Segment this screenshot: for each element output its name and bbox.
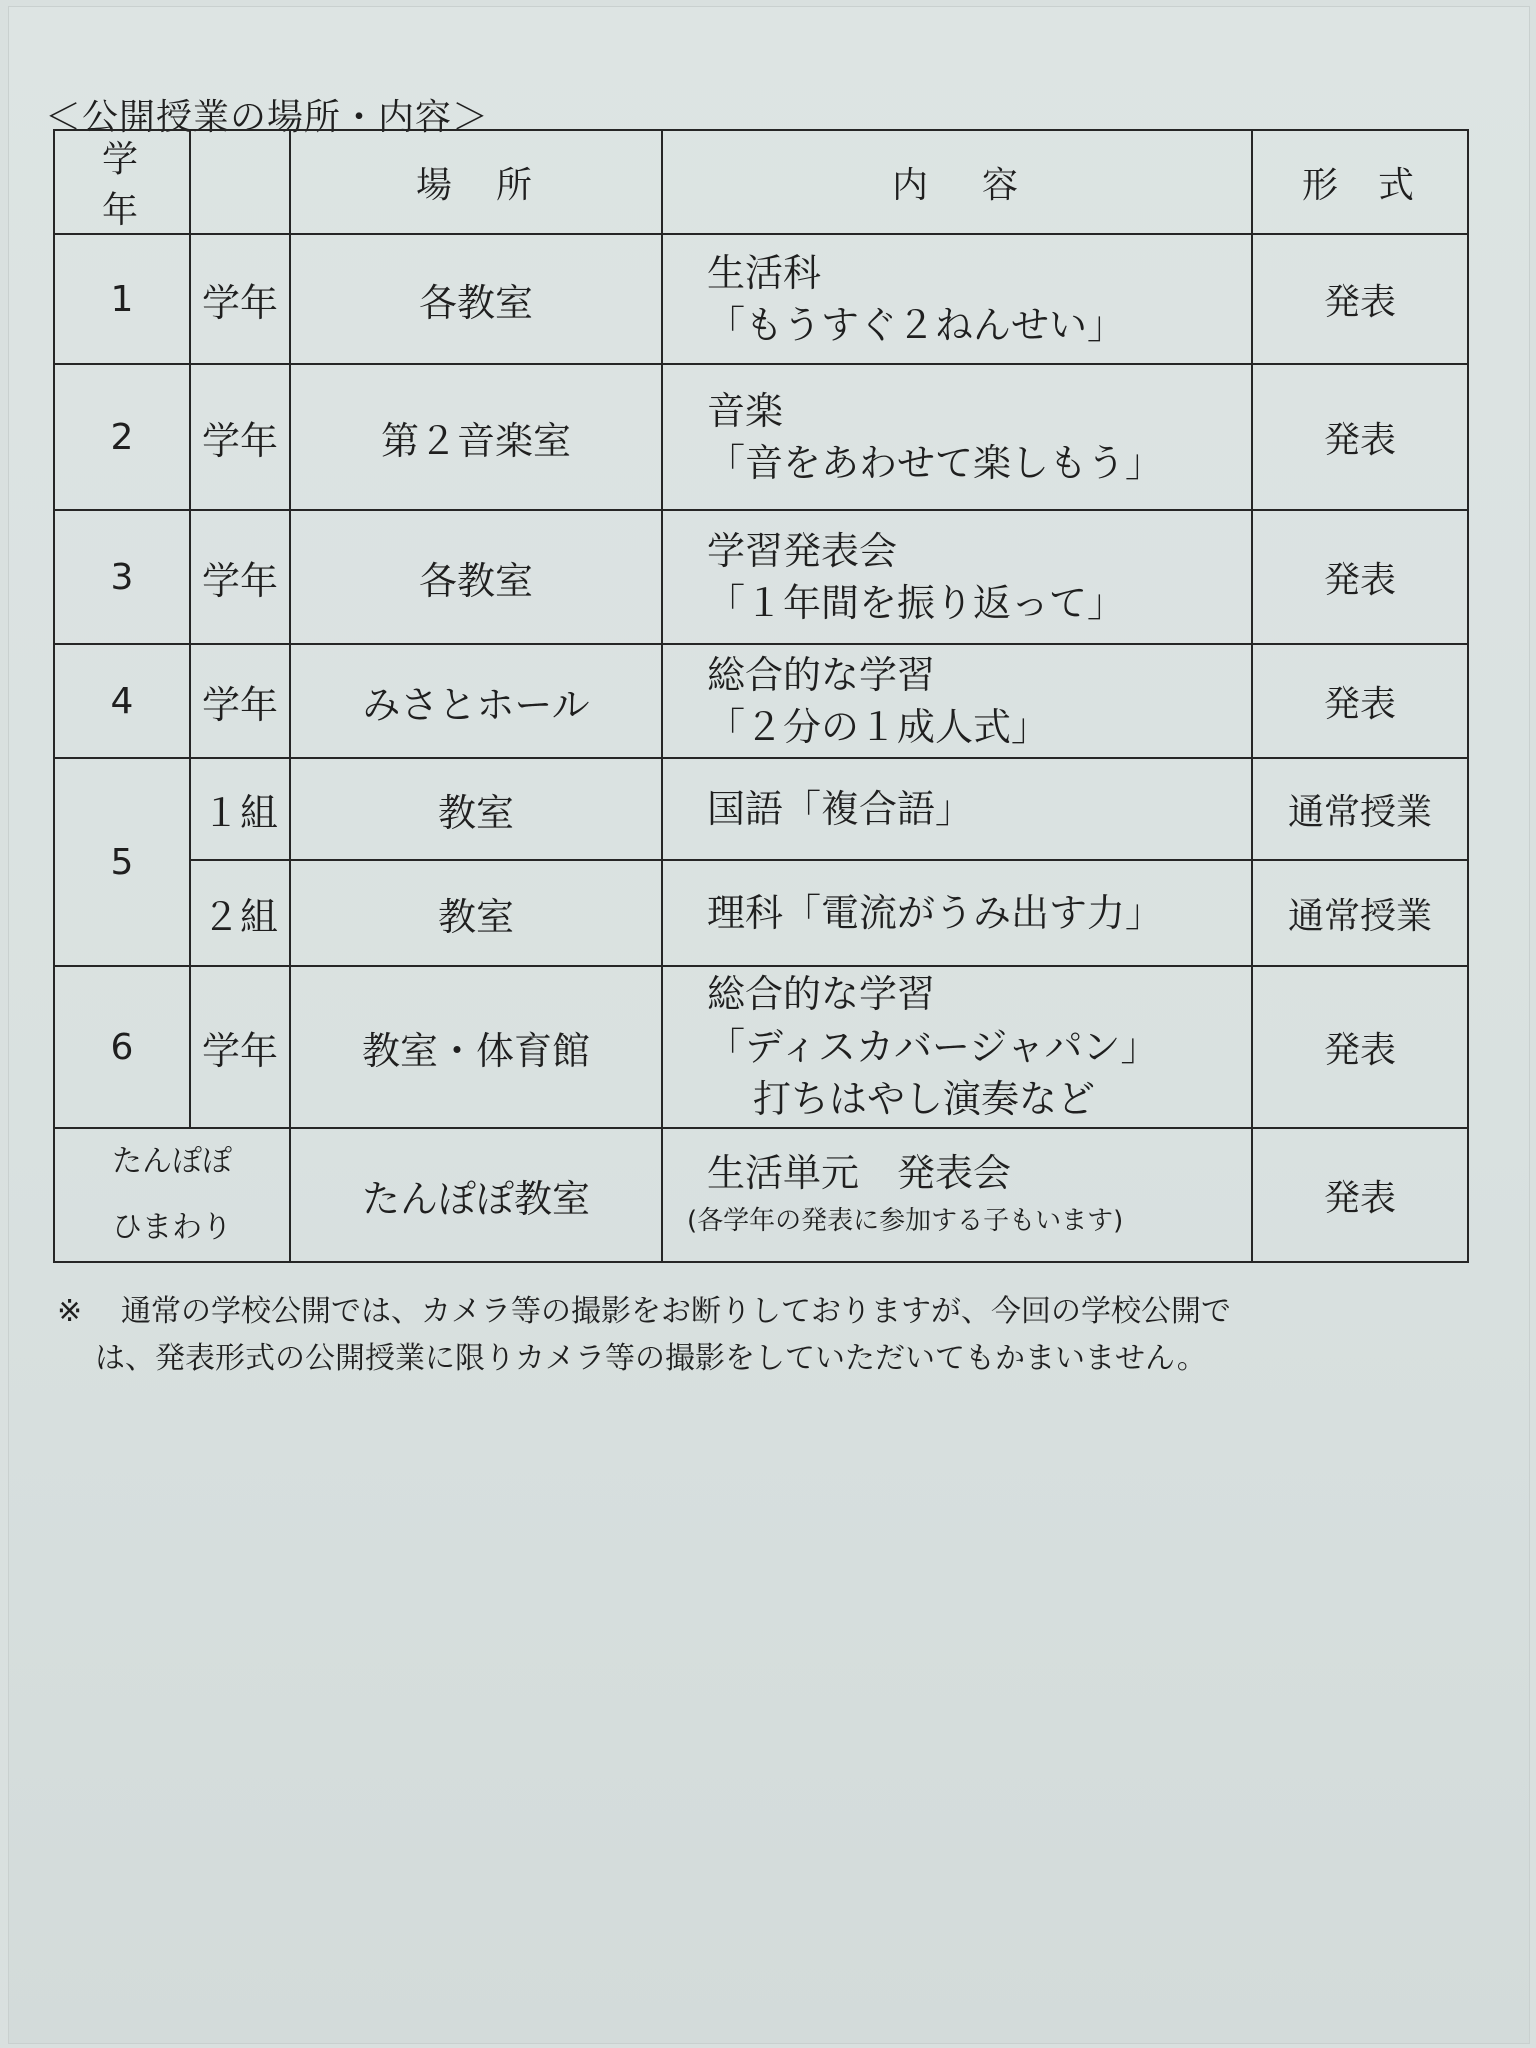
content-line: 「ディスカバージャパン」 [707, 1024, 1159, 1069]
grade-cell: 2 [54, 364, 190, 510]
content-line: 国語「複合語」 [707, 786, 974, 831]
table-row [54, 364, 1468, 510]
content-line: 生活単元 発表会 [707, 1150, 1012, 1195]
table-row [54, 510, 1468, 644]
header-sub-blank [190, 130, 290, 234]
content-cell [662, 364, 1252, 510]
grade-cell: 1 [54, 234, 190, 364]
class-name: ひまわり [112, 1210, 232, 1245]
table-row [54, 860, 1468, 966]
format-cell: 発表 [1252, 644, 1468, 758]
format-cell: 通常授業 [1252, 860, 1468, 966]
place-cell: たんぽぽ教室 [290, 1128, 662, 1262]
content-line: 総合的な学習 [707, 652, 936, 697]
place-cell: 各教室 [290, 510, 662, 644]
content-cell [662, 234, 1252, 364]
content-cell [662, 1128, 1252, 1262]
format-cell: 発表 [1252, 234, 1468, 364]
grade-cell: 3 [54, 510, 190, 644]
grade-sub-cell: １組 [190, 758, 290, 860]
content-line: 生活科 [707, 250, 822, 295]
header-grade: 学年 [54, 130, 190, 234]
grade-sub-cell: 学年 [190, 234, 290, 364]
content-line: 「もうすぐ２ねんせい」 [707, 303, 1126, 347]
place-cell: 各教室 [290, 234, 662, 364]
grade-sub-cell: 学年 [190, 364, 290, 510]
grade-cell: 6 [54, 966, 190, 1128]
table-row [54, 966, 1468, 1128]
content-cell [662, 860, 1252, 966]
grade-cell: 4 [54, 644, 190, 758]
content-line: 「１年間を振り返って」 [707, 581, 1126, 625]
note-mark: ※ [57, 1294, 83, 1329]
table-row [54, 758, 1468, 860]
class-name: たんぽぽ [112, 1144, 232, 1179]
header-format: 形式 [1252, 130, 1468, 234]
place-cell: みさとホール [290, 644, 662, 758]
content-line: 音楽 [707, 388, 784, 433]
section-title: ＜公開授業の場所・内容＞ [45, 97, 490, 138]
table-row [54, 234, 1468, 364]
content-line: 「音をあわせて楽しもう」 [707, 441, 1164, 485]
table-row [54, 644, 1468, 758]
table-header-row [54, 130, 1468, 234]
grade-sub-cell: 学年 [190, 644, 290, 758]
document-page [8, 6, 1530, 2044]
content-cell [662, 644, 1252, 758]
content-line: 理科「電流がうみ出す力」 [707, 890, 1164, 935]
place-cell: 教室 [290, 758, 662, 860]
content-note: (各学年の発表に参加する子もいます) [687, 1206, 1124, 1237]
content-cell [662, 758, 1252, 860]
content-cell [662, 966, 1252, 1128]
note-line: 通常の学校公開では、カメラ等の撮影をお断りしておりますが、今回の学校公開で [121, 1294, 1231, 1329]
table-row [54, 1128, 1468, 1262]
format-cell: 発表 [1252, 510, 1468, 644]
grade-sub-cell: 学年 [190, 966, 290, 1128]
open-class-table [53, 129, 1469, 1263]
header-content: 内容 [662, 130, 1252, 234]
place-cell: 教室 [290, 860, 662, 966]
content-line: 学習発表会 [707, 528, 898, 573]
note-line: は、発表形式の公開授業に限りカメラ等の撮影をしていただいてもかまいません。 [95, 1340, 1207, 1376]
place-cell: 教室・体育館 [290, 966, 662, 1128]
grade-cell [54, 1128, 290, 1262]
content-line: 打ちはやし演奏など [753, 1077, 1096, 1122]
format-cell: 発表 [1252, 364, 1468, 510]
content-cell [662, 510, 1252, 644]
place-cell: 第２音楽室 [290, 364, 662, 510]
content-line: 総合的な学習 [707, 972, 936, 1017]
grade-sub-cell: ２組 [190, 860, 290, 966]
format-cell: 発表 [1252, 966, 1468, 1128]
grade-cell: 5 [54, 758, 190, 966]
format-cell: 通常授業 [1252, 758, 1468, 860]
content-line: 「２分の１成人式」 [707, 705, 1050, 749]
header-place: 場所 [290, 130, 662, 234]
format-cell: 発表 [1252, 1128, 1468, 1262]
photography-note [57, 1289, 1467, 1383]
grade-sub-cell: 学年 [190, 510, 290, 644]
